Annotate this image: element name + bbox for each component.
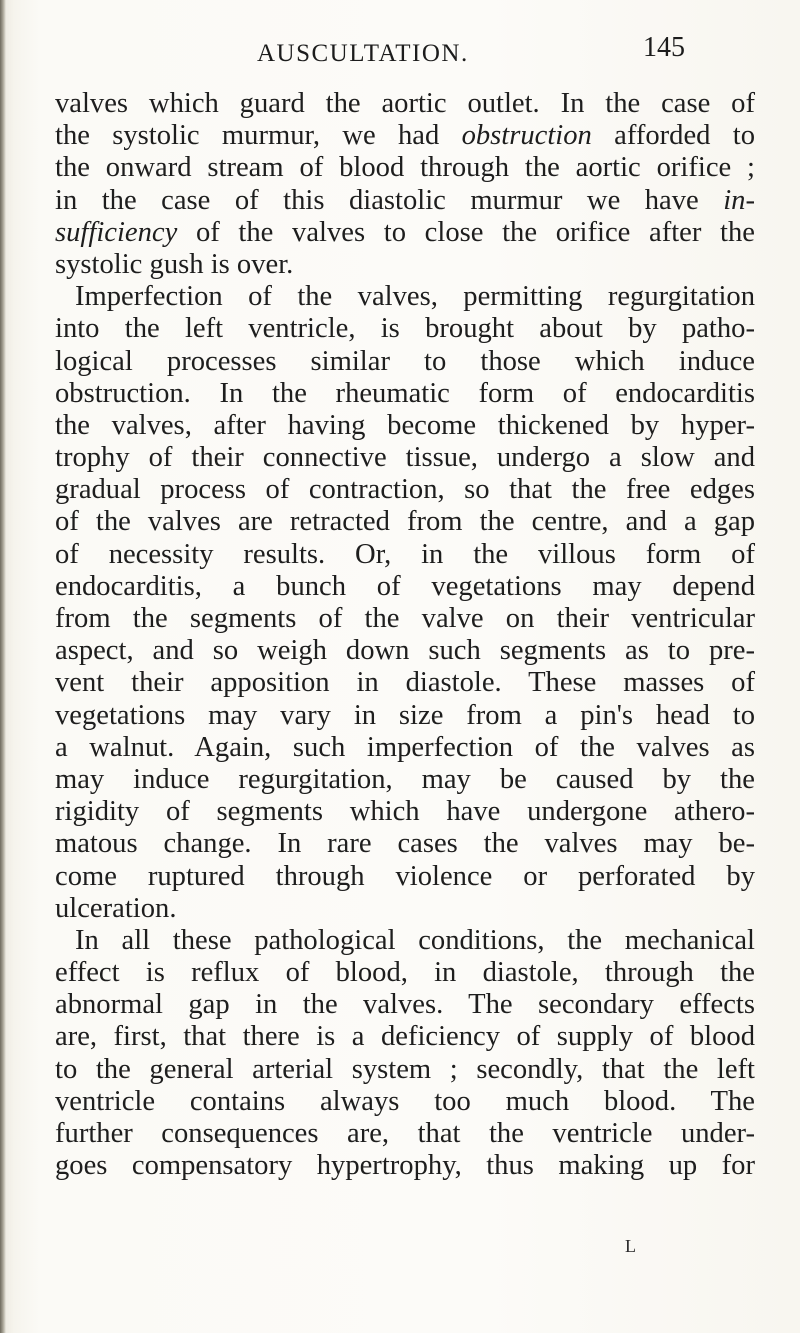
text-line: into the left ventricle, is brought about by patho- xyxy=(55,313,755,345)
page-header xyxy=(0,18,800,68)
running-head: AUSCULTATION. xyxy=(257,40,469,67)
text-line: to the general arterial system ; secondly, that the left xyxy=(55,1053,755,1085)
text-line: trophy of their connective tissue, undergo a slow and xyxy=(55,442,755,474)
text-line: gradual process of contraction, so that the free edges xyxy=(55,474,755,506)
italic-term: sufficiency xyxy=(55,216,178,248)
text-line: in the case of this diastolic murmur we have in- xyxy=(55,184,755,216)
text-line: the systolic murmur, we had obstruction afforded to xyxy=(55,120,755,152)
text-line: rigidity of segments which have undergone athero- xyxy=(55,796,755,828)
italic-term: in- xyxy=(723,184,755,216)
paragraph-start: Imperfection of the valves, permitting regurgitation xyxy=(75,281,755,313)
text-line: effect is reflux of blood, in diastole, through the xyxy=(55,957,755,989)
text-line: valves which guard the aortic outlet. In the case of xyxy=(55,88,755,119)
text-line: aspect, and so weigh down such segments as to pre- xyxy=(55,635,755,667)
body-text xyxy=(55,88,755,1182)
text-line: ventricle contains always too much blood. The xyxy=(55,1085,755,1117)
text-line: the onward stream of blood through the aortic orifice ; xyxy=(55,152,755,184)
text-line: a walnut. Again, such imperfection of the valves as xyxy=(55,731,755,763)
text-line: obstruction. In the rheumatic form of endocarditis xyxy=(55,377,755,409)
text-line: of necessity results. Or, in the villous form of xyxy=(55,538,755,570)
text-line: abnormal gap in the valves. The secondary effects xyxy=(55,989,755,1021)
signature-mark: L xyxy=(625,1236,636,1256)
text-line: ulceration. xyxy=(55,892,177,924)
text-line: from the segments of the valve on their ventricular xyxy=(55,603,755,634)
text-line: logical processes similar to those which induce xyxy=(55,345,755,377)
text-line: vent their apposition in diastole. These masses of xyxy=(55,667,755,699)
text-line: the valves, after having become thickened by hyper- xyxy=(55,409,755,441)
text-line: vegetations may vary in size from a pin's head to xyxy=(55,699,755,731)
italic-term: obstruction xyxy=(461,120,592,152)
text-line: further consequences are, that the ventricle under- xyxy=(55,1118,755,1149)
page-number: 145 xyxy=(643,32,685,63)
text-line: systolic gush is over. xyxy=(55,248,294,280)
text-line: goes compensatory hypertrophy, thus making up for xyxy=(55,1150,755,1182)
text-line: of the valves are retracted from the centre, and a gap xyxy=(55,506,755,538)
text-line: come ruptured through violence or perforated by xyxy=(55,860,755,892)
text-line: may induce regurgitation, may be caused by the xyxy=(55,763,755,795)
paragraph-start: In all these pathological conditions, the mechanical xyxy=(75,924,755,956)
text-line: are, first, that there is a deficiency of supply of blood xyxy=(55,1021,755,1053)
page-binding-edge xyxy=(0,0,6,1333)
text-line: matous change. In rare cases the valves may be- xyxy=(55,828,755,860)
text-line: sufficiency of the valves to close the orifice after the xyxy=(55,216,755,248)
text-line: endocarditis, a bunch of vegetations may depend xyxy=(55,570,755,602)
